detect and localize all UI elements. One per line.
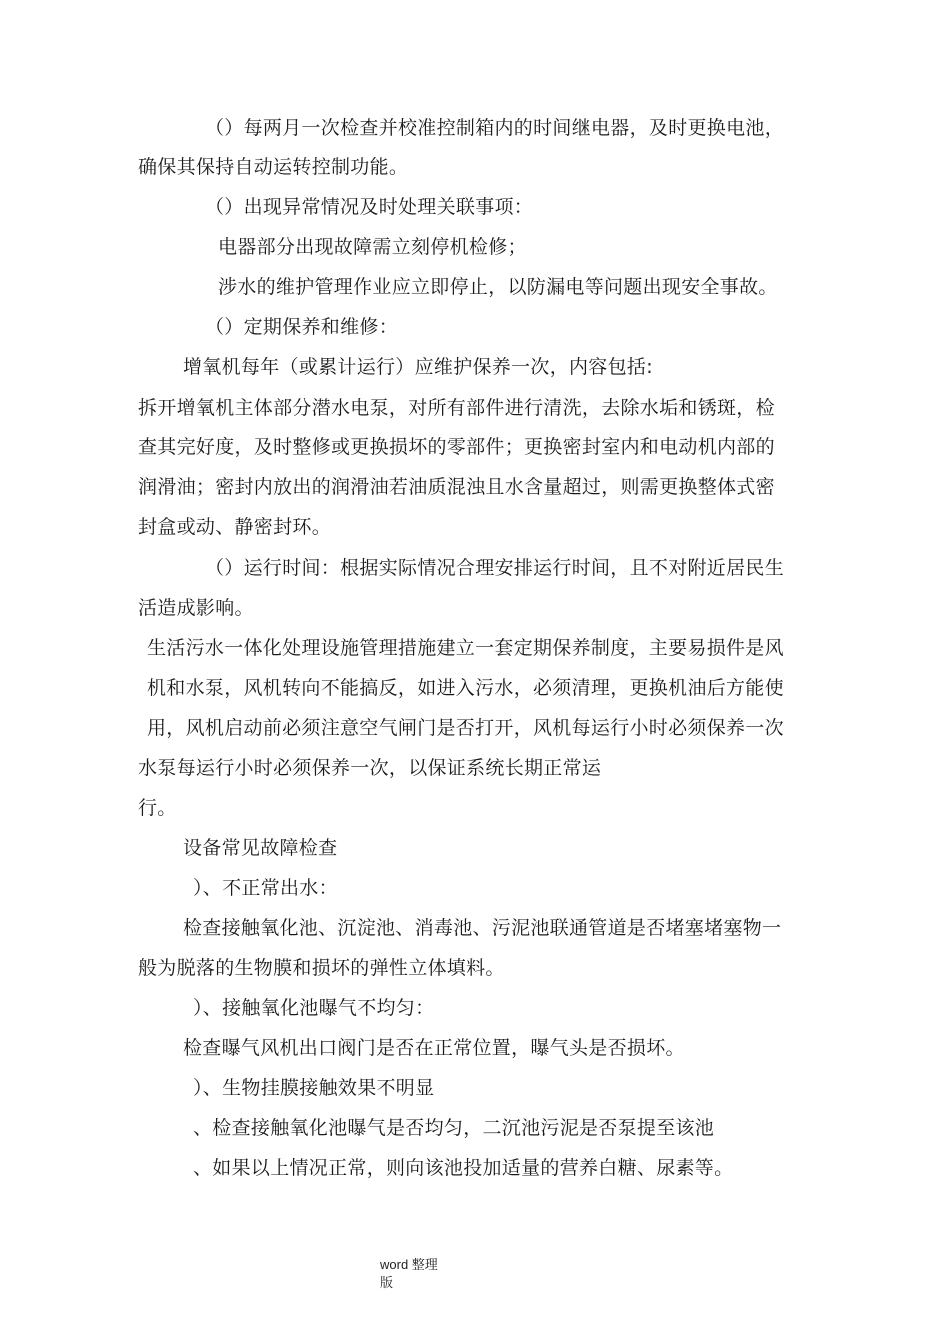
paragraph-line: （）出现异常情况及时处理关联事项： [205,196,534,218]
paragraph-line: 机和水泵，风机转向不能搞反，如进入污水，必须清理，更换机油后方能使 [147,677,784,699]
paragraph-line: ）、接触氧化池曝气不均匀： [193,997,435,1019]
paragraph-line: 确保其保持自动运转控制功能。 [138,156,409,178]
section-heading: 设备常见故障检查 [183,837,338,859]
paragraph-line: 用，风机启动前必须注意空气闸门是否打开，风机每运行小时必须保养一次 [147,717,784,739]
paragraph-line: 封盒或动、静密封环。 [138,516,332,538]
paragraph-line: 、如果以上情况正常，则向该池投加适量的营养白糖、尿素等。 [193,1157,734,1179]
paragraph-line: 润滑油；密封内放出的润滑油若油质混浊且水含量超过，则需更换整体式密 [138,476,775,498]
footer-line-2: 版 [380,1275,394,1290]
page-footer [380,1256,450,1292]
paragraph-line: ）、生物挂膜接触效果不明显 [193,1077,435,1099]
footer-line-1: word 整理 [380,1257,438,1272]
paragraph-line: 行。 [138,797,177,819]
paragraph-line: 生活污水一体化处理设施管理措施建立一套定期保养制度，主要易损件是风 [147,637,784,659]
paragraph-line: （）运行时间：根据实际情况合理安排运行时间，且不对附近居民生 [205,557,785,579]
paragraph-line: 、检查接触氧化池曝气是否均匀，二沉池污泥是否泵提至该池 [193,1117,715,1139]
paragraph-line: 检查曝气风机出口阀门是否在正常位置，曝气头是否损坏。 [183,1037,685,1059]
paragraph-line: （）定期保养和维修： [205,316,399,338]
paragraph-line: 查其完好度，及时整修或更换损坏的零部件；更换密封室内和电动机内部的 [138,436,775,458]
paragraph-line: 电器部分出现故障需立刻停机检修； [218,236,527,258]
paragraph-line: 拆开增氧机主体部分潜水电泵，对所有部件进行清洗，去除水垢和锈斑，检 [138,397,775,419]
paragraph-line: 涉水的维护管理作业应立即停止，以防漏电等问题出现安全事故。 [218,276,778,298]
paragraph-line: 活造成影响。 [138,597,254,619]
paragraph-line: （）每两月一次检查并校准控制箱内的时间继电器，及时更换电池， [205,117,785,139]
paragraph-line: 水泵每运行小时必须保养一次，以保证系统长期正常运 [138,757,602,779]
paragraph-line: 般为脱落的生物膜和损坏的弹性立体填料。 [138,957,505,979]
paragraph-line: 检查接触氧化池、沉淀池、消毒池、污泥池联通管道是否堵塞堵塞物一 [183,917,782,939]
paragraph-line: ）、不正常出水： [193,877,338,899]
paragraph-line: 增氧机每年（或累计运行）应维护保养一次，内容包括: [183,356,653,378]
